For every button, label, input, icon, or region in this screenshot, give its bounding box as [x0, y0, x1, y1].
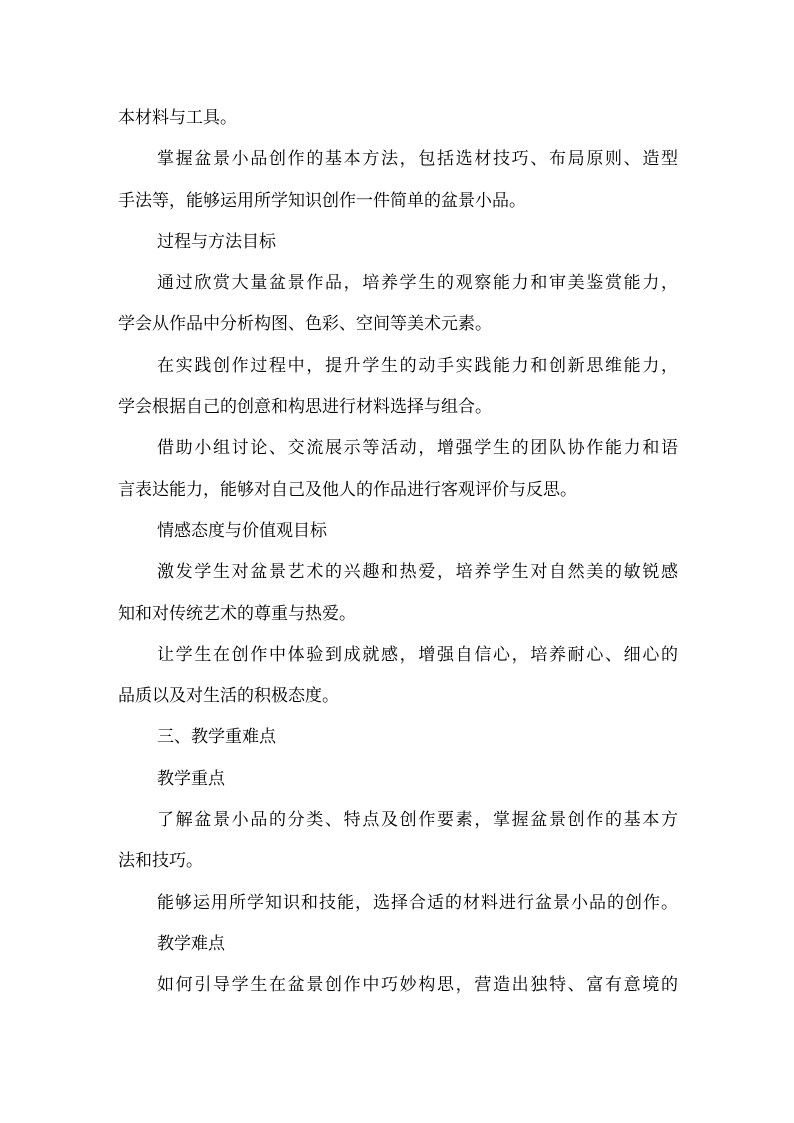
text-line: 让学生在创作中体验到成就感，增强自信心，培养耐心、细心的	[157, 644, 678, 665]
section-heading: 三、教学重难点	[157, 727, 276, 748]
document-body	[118, 98, 678, 1007]
text-line: 能够运用所学知识和技能，选择合适的材料进行盆景小品的创作。	[157, 892, 678, 913]
text-line: 品质以及对生活的积极态度。	[118, 686, 339, 707]
text-line: 知和对传统艺术的尊重与热爱。	[118, 603, 356, 624]
section-heading: 教学重点	[157, 768, 225, 789]
text-line: 学会根据自己的创意和构思进行材料选择与组合。	[118, 397, 492, 418]
text-line: 借助小组讨论、交流展示等活动，增强学生的团队协作能力和语	[157, 438, 678, 459]
text-line: 本材料与工具。	[118, 108, 237, 128]
text-line: 了解盆景小品的分类、特点及创作要素，掌握盆景创作的基本方	[157, 810, 678, 831]
text-line: 手法等，能够运用所学知识创作一件简单的盆景小品。	[118, 190, 526, 211]
text-line: 如何引导学生在盆景创作中巧妙构思，营造出独特、富有意境的	[157, 975, 678, 996]
section-heading: 教学难点	[157, 933, 225, 954]
section-heading: 过程与方法目标	[157, 231, 276, 252]
section-heading: 情感态度与价值观目标	[157, 520, 327, 541]
text-line: 在实践创作过程中，提升学生的动手实践能力和创新思维能力，	[157, 355, 678, 376]
text-line: 学会从作品中分析构图、色彩、空间等美术元素。	[118, 314, 492, 335]
text-line: 掌握盆景小品创作的基本方法，包括选材技巧、布局原则、造型	[157, 149, 678, 170]
text-line: 激发学生对盆景艺术的兴趣和热爱，培养学生对自然美的敏锐感	[157, 562, 678, 583]
text-line: 通过欣赏大量盆景作品，培养学生的观察能力和审美鉴赏能力，	[157, 273, 678, 294]
text-line: 法和技巧。	[118, 851, 203, 872]
text-line: 言表达能力，能够对自己及他人的作品进行客观评价与反思。	[118, 479, 577, 500]
